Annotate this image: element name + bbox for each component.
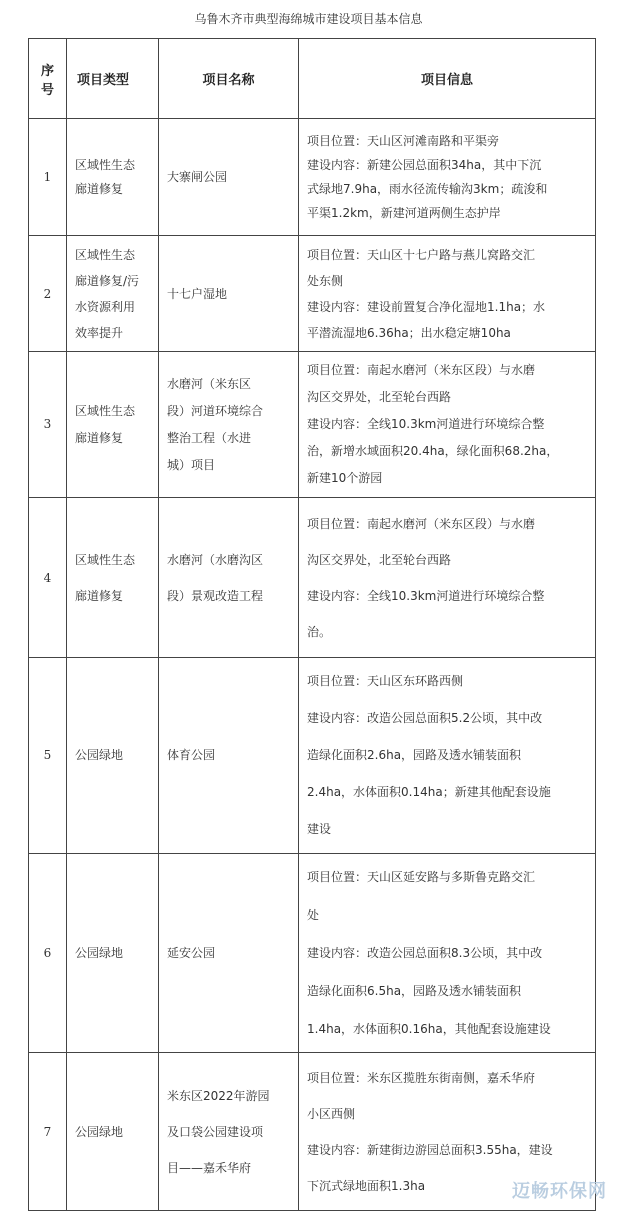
row-content: 建设内容：建设前置复合净化湿地1.1ha；水 平潜流湿地6.36ha；出水稳定塘10ha xyxy=(307,299,546,340)
header-name: 项目名称 xyxy=(159,39,299,119)
header-no: 序 号 xyxy=(29,39,67,119)
header-row xyxy=(29,39,596,119)
row-type: 公园绿地 xyxy=(67,1053,159,1211)
row-name: 水磨河（米东区 段）河道环境综合 整治工程（水进 城）项目 xyxy=(159,352,299,498)
row-no: 7 xyxy=(29,1053,67,1211)
row-no: 2 xyxy=(29,236,67,352)
row-name: 延安公园 xyxy=(159,854,299,1053)
watermark-logo: 迈畅环保网 xyxy=(512,1181,607,1202)
row-type: 公园绿地 xyxy=(67,658,159,854)
row-type: 区域性生态 廊道修复/污 水资源利用 效率提升 xyxy=(67,236,159,352)
row-type: 公园绿地 xyxy=(67,854,159,1053)
row-type: 区域性生态 廊道修复 xyxy=(67,498,159,658)
row-info xyxy=(299,236,596,352)
row-name: 米东区2022年游园 及口袋公园建设项 目——嘉禾华府 xyxy=(159,1053,299,1211)
row-name: 水磨河（水磨沟区 段）景观改造工程 xyxy=(159,498,299,658)
table-row xyxy=(29,352,596,498)
row-name: 体育公园 xyxy=(159,658,299,854)
row-content: 建设内容：全线10.3km河道进行环境综合整 治。 xyxy=(307,588,545,639)
row-location: 项目位置：南起水磨河（米东区段）与水磨 沟区交界处，北至轮台西路 xyxy=(307,363,536,404)
table-row xyxy=(29,498,596,658)
row-info xyxy=(299,119,596,236)
row-location: 项目位置：南起水磨河（米东区段）与水磨 沟区交界处，北至轮台西路 xyxy=(307,516,536,567)
row-no: 4 xyxy=(29,498,67,658)
row-content: 建设内容：全线10.3km河道进行环境综合整 治，新增水域面积20.4ha，绿化面积68.2ha， 新建10个游园 xyxy=(307,417,559,485)
row-no: 5 xyxy=(29,658,67,854)
row-info xyxy=(299,498,596,658)
row-location: 项目位置：天山区延安路与多斯鲁克路交汇 处 xyxy=(307,870,536,922)
row-no: 1 xyxy=(29,119,67,236)
project-table xyxy=(28,38,596,1211)
row-no: 6 xyxy=(29,854,67,1053)
table-caption: 乌鲁木齐市典型海绵城市建设项目基本信息 xyxy=(194,12,423,26)
row-name: 十七户湿地 xyxy=(159,236,299,352)
row-info xyxy=(299,854,596,1053)
table-row xyxy=(29,854,596,1053)
row-location: 项目位置：天山区东环路西侧 xyxy=(307,674,464,688)
row-content: 建设内容：改造公园总面积8.3公顷，其中改 造绿化面积6.5ha，园路及透水铺装面积 1.4ha，水体面积0.16ha，其他配套设施建设 xyxy=(307,946,551,1036)
table-row xyxy=(29,119,596,236)
row-no: 3 xyxy=(29,352,67,498)
row-type: 区域性生态 廊道修复 xyxy=(67,119,159,236)
header-info: 项目信息 xyxy=(299,39,596,119)
table-row xyxy=(29,658,596,854)
row-type: 区域性生态 廊道修复 xyxy=(67,352,159,498)
table-row xyxy=(29,236,596,352)
row-content: 建设内容：新建街边游园总面积3.55ha，建设 下沉式绿地面积1.3ha xyxy=(307,1142,553,1193)
header-type: 项目类型 xyxy=(67,39,159,119)
row-location: 项目位置：米东区揽胜东街南侧，嘉禾华府 小区西侧 xyxy=(307,1070,536,1121)
table-row xyxy=(29,1053,596,1211)
row-content: 建设内容：新建公园总面积34ha，其中下沉 式绿地7.9ha，雨水径流传输沟3km；疏浚和 平渠1.2km，新建河道两侧生态护岸 xyxy=(307,158,548,220)
row-name: 大寨闸公园 xyxy=(159,119,299,236)
row-info xyxy=(299,658,596,854)
row-info xyxy=(299,352,596,498)
row-location: 项目位置：天山区河滩南路和平渠旁 xyxy=(307,134,500,148)
row-content: 建设内容：改造公园总面积5.2公顷，其中改 造绿化面积2.6ha，园路及透水铺装面积 2.4ha，水体面积0.14ha；新建其他配套设施 建设 xyxy=(307,711,551,836)
row-location: 项目位置：天山区十七户路与燕儿窝路交汇 处东侧 xyxy=(307,247,536,288)
